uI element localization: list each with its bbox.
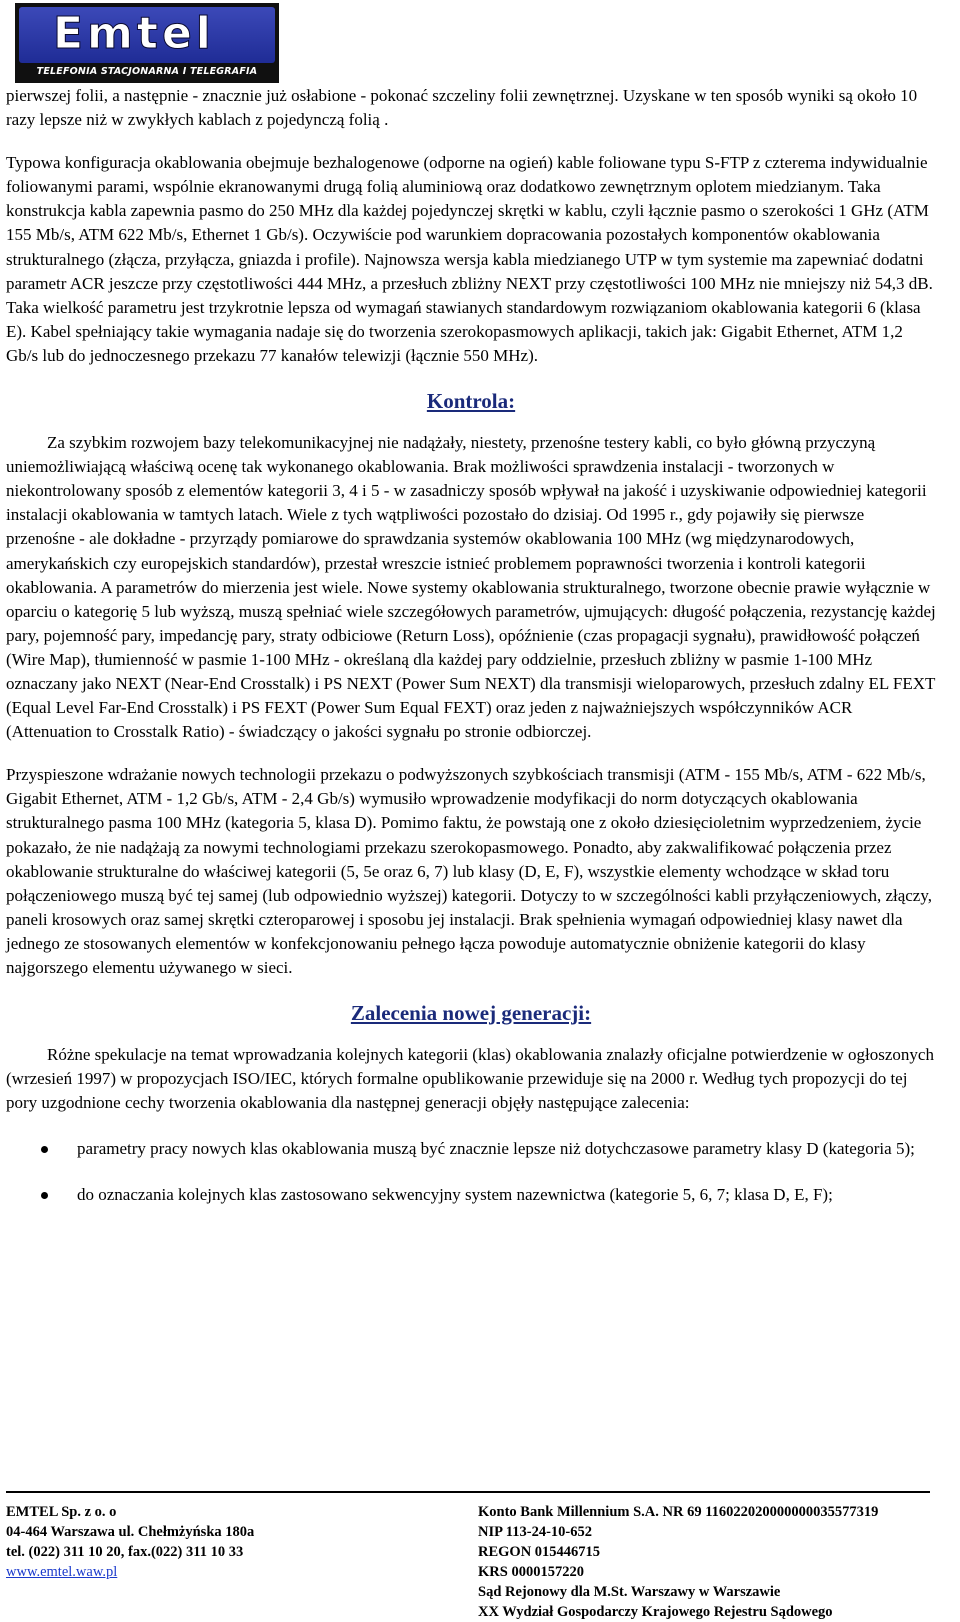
paragraph: Typowa konfiguracja okablowania obejmuje bezhalogenowe (odporne na ogień) kable foliowane typu S-FTP z czterema indywidualnie foliowanymi parami, wspólnie ekranowanymi drugą folią aluminiową oraz dodatkowo zewnętrznym oplotem miedzianym. Taka konstrukcja kabla zapewnia pasmo do 250 MHz dla każdej pojedynczej skrętki w kablu, czyli łącznie pasmo o szerokości 1 GHz (ATM 155 Mb/s, ATM 622 Mb/s, Ethernet 1 Gb/s). Oczywiście pod warunkiem dopracowania pozostałych komponentów okablowania strukturalnego (złącza, przyłącza, gniazda i profile). Najnowsza wersja kabla miedzianego UTP w tym systemie ma zapewniać dodatni parametr ACR jeszcze przy częstotliwości 444 MHz, a przesłuch zbliżny NEXT przy częstotliwości 100 MHz nie mniejszy niż 54,3 dB. Taka wielkość parametru jest trzykrotnie lepsza od wymagań stawianych standardowym rozwiązaniom okablowania kategorii 6 (klasa E). Kabel spełniający takie wymagania nadaje się do tworzenia szerokopasmowych aplikacji, takich jak: Gigabit Ethernet, ATM 1,2 Gb/s lub do jednoczesnego przekazu 77 kanałów telewizji (łącznie 550 MHz). bbox=[6, 153, 933, 365]
list-item bbox=[6, 1137, 936, 1161]
footer-divider bbox=[6, 1491, 930, 1493]
footer-bank-account: Konto Bank Millennium S.A. NR 69 116022020000000035577319 bbox=[478, 1504, 879, 1520]
spacer bbox=[6, 414, 936, 431]
spacer bbox=[6, 980, 936, 1000]
website-link[interactable]: www.emtel.waw.pl bbox=[6, 1564, 118, 1580]
list-item bbox=[6, 1183, 936, 1207]
emtel-logo bbox=[15, 3, 279, 83]
footer-regon: REGON 015446715 bbox=[478, 1544, 601, 1560]
footer-registration-info bbox=[478, 1502, 938, 1622]
footer-company-name: EMTEL Sp. z o. o bbox=[6, 1504, 117, 1520]
paragraph: Przyspieszone wdrażanie nowych technologii przekazu o podwyższonych szybkościach transmisji (ATM - 155 Mb/s, ATM - 622 Mb/s, Gigabit Ethernet, ATM - 1,2 Gb/s, ATM - 2,4 Gb/s) wymusiło wprowadzenie modyfikacji do norm dotyczących okablowania strukturalnego pasma 100 MHz (kategoria 5, klasa D). Pomimo faktu, że powstają one z około dziesięcioletnim wyprzedzeniem, życie pokazało, że nie nadążają za nowymi technologiami przekazu szerokopasmowego. Ponadto, aby zakwalifikować połączenia przez okablowanie strukturalne do właściwej kategorii (5, 5e oraz 6, 7) lub klasy (D, E, F), wszystkie elementy wchodzące w skład toru połączeniowego muszą być tej samej (lub odpowiednio wyższej) kategorii. Dotyczy to w szczególności kabli przyłączeniowych, złączy, paneli krosowych oraz samej skrętki czteroparowej i sposobu jej instalacji. Brak spełnienia wymagań odpowiedniej klasy nawet dla jednego ze stosowanych elementów w konfekcjonowaniu pełnego łącza powoduje automatycznie obniżenie kategorii do klasy najgorszego elementu używanego w sieci. bbox=[6, 765, 933, 977]
logo-subtitle: TELEFONIA STACJONARNA I TELEGRAFIA bbox=[36, 66, 258, 77]
bullet-icon bbox=[41, 1192, 48, 1199]
paragraph: pierwszej folii, a następnie - znacznie już osłabione - pokonać szczeliny folii zewnętrznej. Uzyskane w ten sposób wyniki są około 10 razy lepsze niż w zwykłych kablach z pojedynczą folią . bbox=[6, 86, 918, 130]
logo-name: Emtel bbox=[53, 8, 215, 59]
section-heading-kontrola: Kontrola: bbox=[426, 389, 516, 414]
footer-court-division: XX Wydział Gospodarczy Krajowego Rejestru Sądowego bbox=[478, 1604, 833, 1620]
paragraph: Różne spekulacje na temat wprowadzania kolejnych kategorii (klas) okablowania znalazły oficjalne potwierdzenie w ogłoszonych (wrzesień 1997) w propozycjach ISO/IEC, których formalne opublikowanie przewiduje się na 2000 r. Według tych propozycji do tej pory uzgodnione cechy tworzenia okablowania dla następnej generacji objęły następujące zalecenia: bbox=[6, 1045, 934, 1113]
footer-company-info bbox=[6, 1502, 476, 1582]
list-item-text: parametry pracy nowych klas okablowania muszą być znacznie lepsze niż dotychczasowe parametry klasy D (kategoria 5); bbox=[77, 1139, 915, 1159]
paragraph: Za szybkim rozwojem bazy telekomunikacyjnej nie nadążały, niestety, przenośne testery kabli, co było główną przyczyną uniemożliwiającą właściwą ocenę tak wykonanego okablowania. Brak możliwości sprawdzenia instalacji - tworzonych w niekontrolowany sposób z elementów kategorii 3, 4 i 5 - w zasadniczy sposób wpływał na jakość i uzyskiwanie odpowiedniej kategorii instalacji okablowania w tamtych latach. Wiele z tych wątpliwości pozostało do dzisiaj. Od 1995 r., gdy pojawiły się pierwsze przenośne - ale dokładne - przyrządy pomiarowe do sprawdzania systemów okablowania 100 MHz (wg międzynarodowych, amerykańskich czy europejskich standardów), przestał wreszcie istnieć problemem poprawności tworzenia i kontroli kategorii okablowania. A parametrów do mierzenia jest wiele. Nowe systemy okablowania strukturalnego, tworzone obecnie prawie wyłącznie w oparciu o kategorię 5 lub wyższą, muszą spełniać wiele szczegółowych parametrów, ujmujących: długość połączenia, rezystancję każdej pary, pojemność pary, impedancję pary, straty odbiciowe (Return Loss), opóźnienie (czas propagacji sygnału), prawidłowość połączeń (Wire Map), tłumienność w pasmie 1-100 MHz - określaną dla każdej pary oddzielnie, przesłuch zbliżny w pasmie 1-100 MHz oznaczany jako NEXT (Near-End Crosstalk) i PS NEXT (Power Sum NEXT) dla transmisji wieloparowych, przesłuch zdalny EL FEXT (Equal Level Far-End Crosstalk) i PS FEXT (Power Sum Equal FEXT) oraz jeden z najważniejszych współczynników ACR (Attenuation to Crosstalk Ratio) - świadczący o jakości sygnału po stronie odbiorczej. bbox=[6, 433, 936, 742]
recommendation-list bbox=[6, 1137, 936, 1207]
spacer bbox=[6, 744, 936, 763]
spacer bbox=[6, 1115, 936, 1137]
footer-court: Sąd Rejonowy dla M.St. Warszawy w Warszawie bbox=[478, 1584, 781, 1600]
spacer bbox=[6, 132, 936, 151]
bullet-icon bbox=[41, 1146, 48, 1153]
footer-address: 04-464 Warszawa ul. Chełmżyńska 180a bbox=[6, 1524, 255, 1540]
section-heading-zalecenia: Zalecenia nowej generacji: bbox=[350, 1001, 592, 1026]
footer-krs: KRS 0000157220 bbox=[478, 1564, 584, 1580]
spacer bbox=[6, 1026, 936, 1043]
footer-nip: NIP 113-24-10-652 bbox=[478, 1524, 592, 1540]
spacer bbox=[6, 368, 936, 388]
document-body bbox=[6, 84, 936, 1208]
list-item-text: do oznaczania kolejnych klas zastosowano sekwencyjny system nazewnictwa (kategorie 5, 6, 7; klasa D, E, F); bbox=[77, 1185, 833, 1205]
footer-phone: tel. (022) 311 10 20, fax.(022) 311 10 33 bbox=[6, 1544, 244, 1560]
logo-plate bbox=[19, 7, 275, 63]
